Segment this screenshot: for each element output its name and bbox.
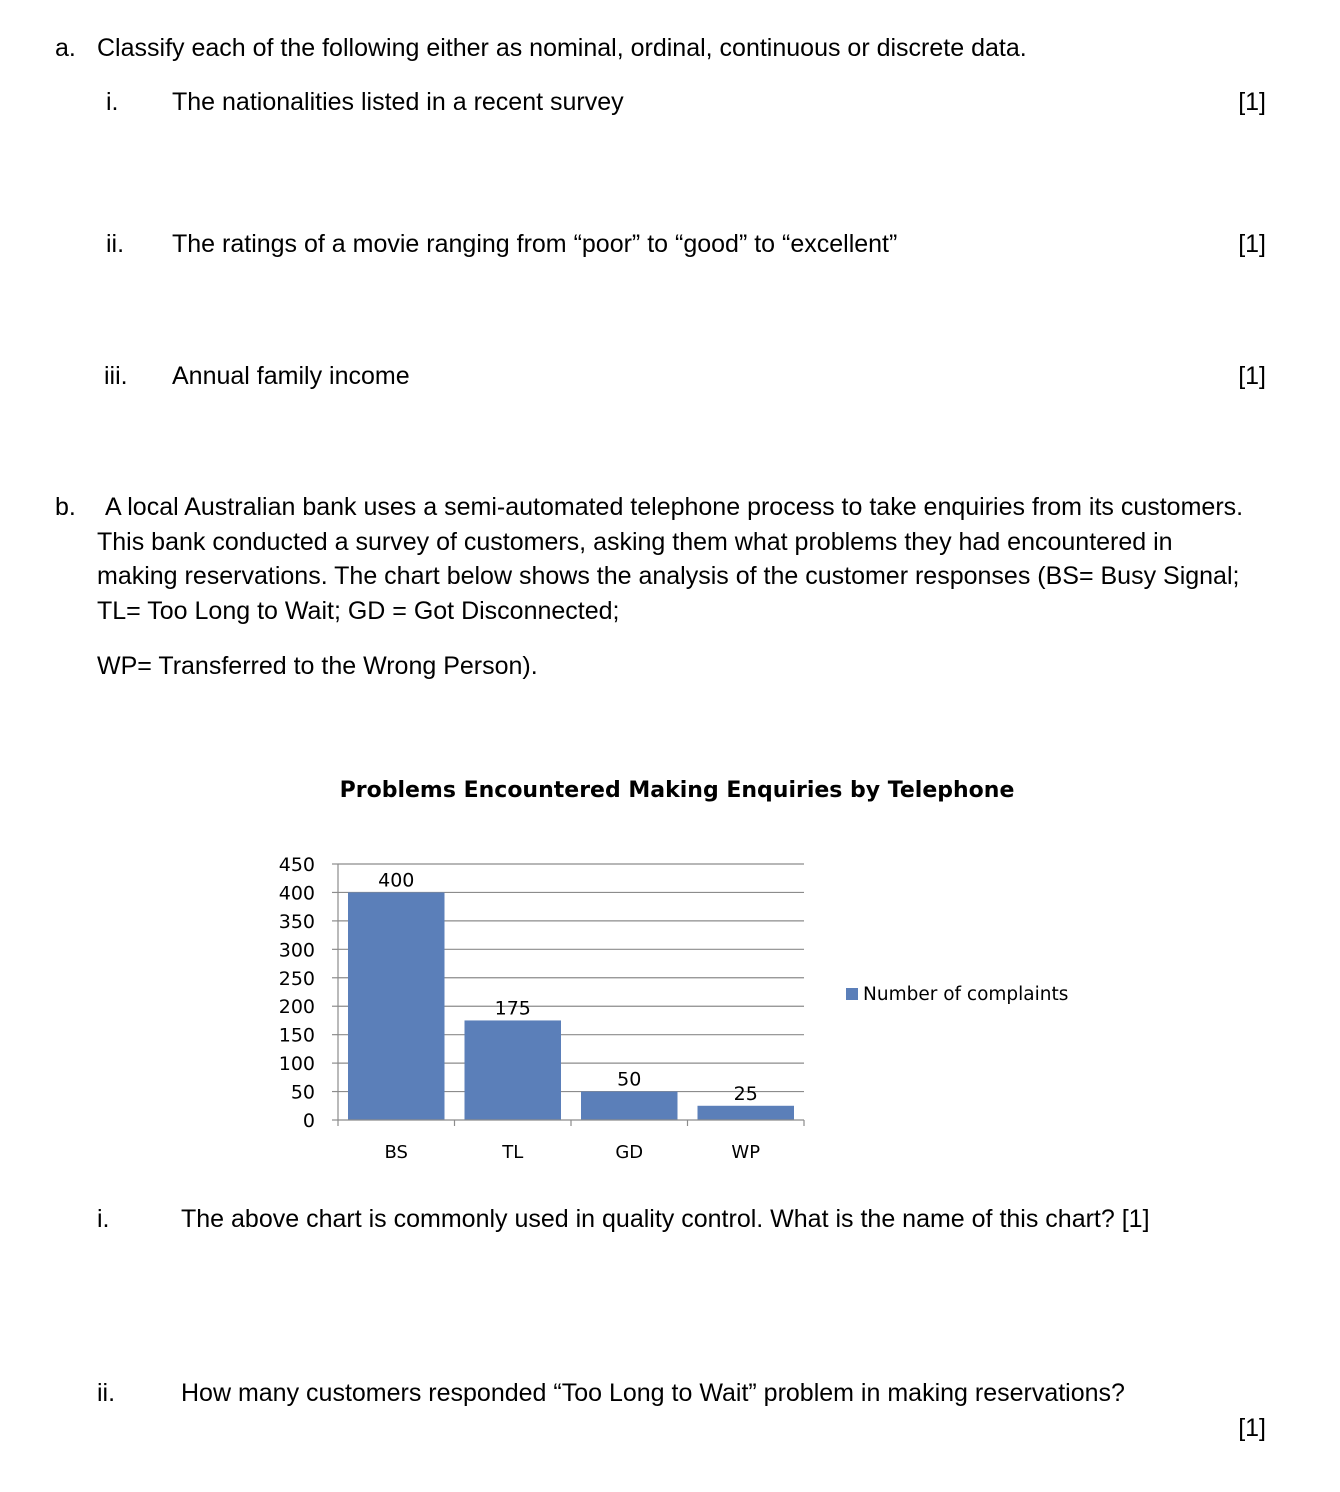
item-a-i-marks: [1] — [1238, 88, 1266, 116]
part-a-label: a. — [55, 34, 76, 62]
item-a-ii-number: ii. — [106, 230, 125, 258]
data-label: 25 — [733, 1082, 758, 1105]
bar-gd — [581, 1092, 678, 1120]
part-a-question: Classify each of the following either as nominal, ordinal, continuous or discrete data. — [97, 34, 1027, 62]
item-a-i-text: The nationalities listed in a recent survey — [172, 88, 624, 116]
y-tick-label: 450 — [278, 854, 315, 876]
category-label: GD — [615, 1142, 644, 1163]
category-label: BS — [384, 1142, 408, 1163]
part-b-paragraph-last: WP= Transferred to the Wrong Person). — [97, 652, 538, 680]
bar-wp — [698, 1106, 795, 1120]
y-tick-label: 350 — [278, 910, 315, 933]
bar-tl — [465, 1020, 562, 1120]
y-tick-label: 150 — [278, 1024, 315, 1047]
item-b-ii-text: How many customers responded “Too Long to Wait” problem in making reservations? — [181, 1379, 1125, 1407]
item-a-iii-marks: [1] — [1238, 362, 1266, 390]
category-label: WP — [731, 1142, 761, 1163]
chart-title: Problems Encountered Making Enquiries by Telephone — [339, 778, 1015, 803]
y-tick-label: 250 — [278, 967, 315, 990]
y-tick-label: 300 — [278, 939, 315, 962]
item-a-iii-text: Annual family income — [172, 362, 410, 390]
item-b-i-number: i. — [97, 1205, 110, 1233]
item-b-ii-marks: [1] — [1238, 1414, 1266, 1442]
item-b-ii-number: ii. — [97, 1379, 116, 1407]
data-label: 400 — [378, 869, 415, 892]
category-label: TL — [502, 1142, 524, 1163]
part-b-label: b. — [55, 493, 76, 521]
y-tick-label: 0 — [302, 1110, 315, 1132]
y-tick-label: 100 — [278, 1053, 315, 1076]
item-a-ii-text: The ratings of a movie ranging from “poor” to “good” to “excellent” — [172, 230, 898, 258]
part-b-paragraph: A local Australian bank uses a semi-automated telephone process to take enquiries from its customers. This bank conducted a survey of customers, asking them what problems they had encountered in making reservations. The chart below shows the analysis of the customer responses (BS= Busy Signal; TL= Too Long to Wait; GD = Got Disconnected; — [97, 493, 1244, 625]
item-b-i-text: The above chart is commonly used in quality control. What is the name of this chart? [1] — [181, 1205, 1150, 1233]
y-tick-label: 400 — [278, 882, 315, 905]
bar-bs — [348, 892, 445, 1120]
y-tick-label: 50 — [290, 1081, 315, 1104]
y-tick-label: 200 — [278, 996, 315, 1019]
legend-swatch — [846, 988, 858, 1000]
data-label: 50 — [617, 1068, 642, 1091]
item-a-i-number: i. — [106, 88, 119, 116]
legend-label: Number of complaints — [863, 984, 1069, 1005]
data-label: 175 — [494, 997, 531, 1020]
item-a-iii-number: iii. — [104, 362, 128, 390]
item-a-ii-marks: [1] — [1238, 230, 1266, 258]
